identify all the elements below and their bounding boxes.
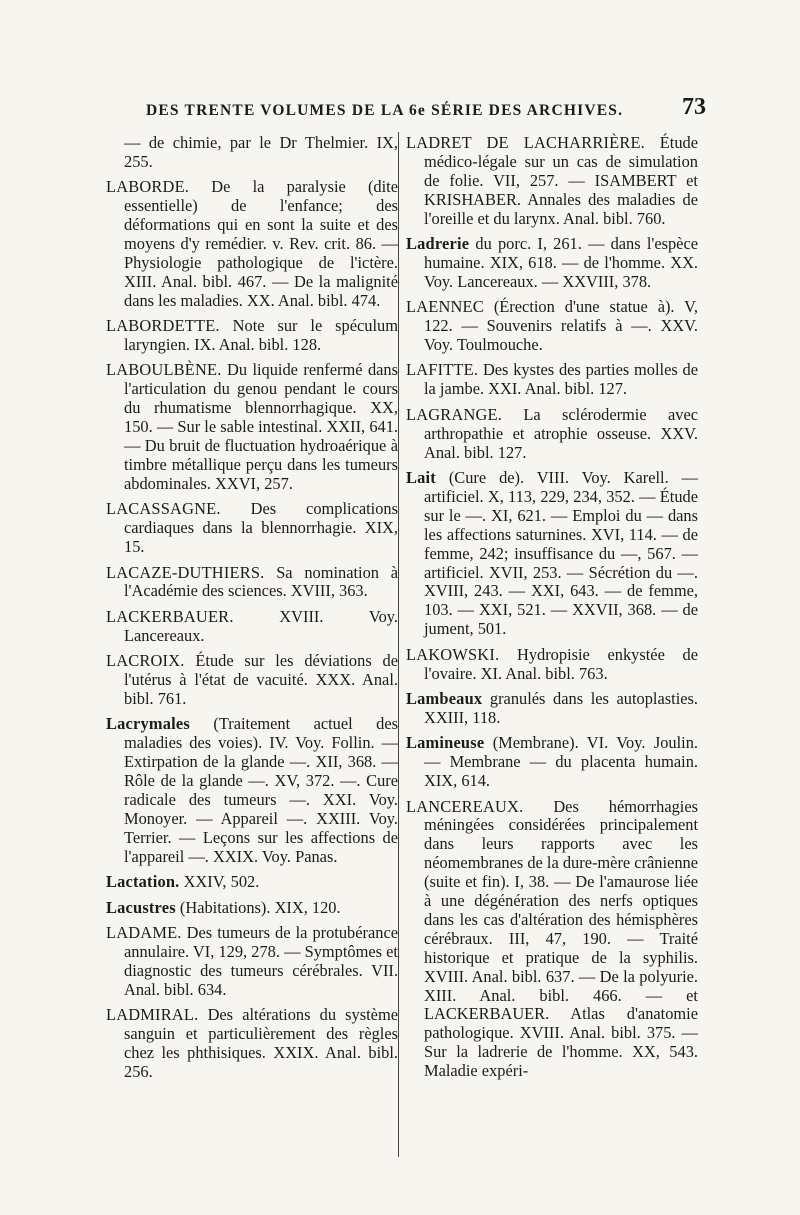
entry-headword: LADMIRAL.	[106, 1005, 199, 1025]
index-entry: — de chimie, par le Dr Thelmier. IX, 255.	[124, 133, 398, 171]
index-entry: Ladrerie du porc. I, 261. — dans l'espèce humaine. XIX, 618. — de l'homme. XX. Voy. Lancereaux. — XXVIII, 378.	[406, 234, 698, 291]
entry-headword: Lacustres	[106, 897, 176, 917]
index-entry: Lacustres (Habitations). XIX, 120.	[106, 897, 341, 917]
entry-headword: LACASSAGNE.	[106, 499, 221, 519]
index-entry: LABORDETTE. Note sur le spéculum laryngien. IX. Anal. bibl. 128.	[106, 316, 398, 355]
index-entry: LABOULBÈNE. Du liquide renfermé dans l'articulation du genou pendant le cours du rhumatisme blennorrhagique. XX, 150. — Sur le sable intestinal. XXII, 641. — Du bruit de fluctuation hydroaérique à timbre métallique perçu dans les tumeurs abdominales. XXVI, 257.	[106, 360, 398, 493]
index-entry: LADAME. Des tumeurs de la protubérance annulaire. VI, 129, 278. — Symptômes et diagnostic des tumeurs cérébrales. VII. Anal. bibl. 634.	[106, 922, 398, 999]
index-entry: Lactation. XXIV, 502.	[106, 872, 260, 892]
entry-headword: Lacrymales	[106, 714, 190, 734]
index-entry: LACASSAGNE. Des complications cardiaques dans la blennorrhagie. XIX, 15.	[106, 499, 398, 557]
entry-headword: LABORDE.	[106, 177, 190, 197]
index-entry: LAENNEC (Érection d'une statue à). V, 122. — Souvenirs relatifs à —. XXV. Voy. Toulmouche.	[406, 297, 698, 355]
index-entry: Lacrymales (Traitement actuel des maladies des voies). IV. Voy. Follin. — Extirpation de la glande —. XII, 368. — Rôle de la glande —. XV, 372. —. Cure radicale des tumeurs —. XXI. Voy. Monoyer. — Appareil —. XXIII. Voy. Terrier. — Leçons sur les affections de l'appareil —. XXIX. Voy. Panas.	[106, 714, 398, 866]
entry-headword: LAGRANGE.	[406, 404, 503, 424]
index-entry: LAKOWSKI. Hydropisie enkystée de l'ovaire. XI. Anal. bibl. 763.	[406, 644, 698, 683]
right-column	[406, 134, 698, 1088]
entry-headword: LANCEREAUX.	[406, 796, 524, 816]
index-entry: LADRET DE LACHARRIÈRE. Étude médico-légale sur un cas de simulation de folie. VII, 257. — ISAMBERT et KRISHABER. Annales des maladies de l'oreille et du larynx. Anal. bibl. 760.	[406, 133, 698, 228]
index-entry: Lambeaux granulés dans les autoplasties. XXIII, 118.	[406, 688, 698, 727]
entry-headword: Lactation.	[106, 872, 180, 892]
left-column	[106, 134, 398, 1088]
entry-headword: LACAZE-DUTHIERS.	[106, 562, 265, 582]
index-entry: LACKERBAUER. XVIII. Voy. Lancereaux.	[106, 606, 398, 645]
entry-headword: Ladrerie	[406, 234, 470, 254]
entry-headword: LACKERBAUER.	[106, 606, 234, 626]
index-entry: LAGRANGE. La sclérodermie avec arthropathie et atrophie osseuse. XXV. Anal. bibl. 127.	[406, 404, 698, 462]
page-number: 73	[682, 94, 706, 120]
entry-headword: LAENNEC	[406, 297, 484, 317]
entry-headword: Lait	[406, 468, 436, 487]
index-entry: LANCEREAUX. Des hémorrhagies méningées considérées principalement dans leurs rapports avec les néomembranes de la dure-mère crânienne (suite et fin). I, 38. — De l'amaurose liée à une dégénération des nerfs optiques dans les cas d'altération des hémisphères cérébraux. III, 47, 190. — Traité historique et pratique de la syphilis. XVIII. Anal. bibl. 637. — De la polyurie. XIII. Anal. bibl. 466. — et LACKERBAUER. Atlas d'anatomie pathologique. XVIII. Anal. bibl. 375. — Sur la ladrerie de l'homme. XX, 543. Maladie expéri-	[406, 796, 698, 1081]
page-header	[104, 96, 706, 132]
index-entry: LACAZE-DUTHIERS. Sa nomination à l'Académie des sciences. XVIII, 363.	[106, 562, 398, 601]
entry-headword: Lambeaux	[406, 688, 483, 708]
index-entry: Lamineuse (Membrane). VI. Voy. Joulin. — Membrane — du placenta humain. XIX, 614.	[406, 733, 698, 791]
index-entry: LAFITTE. Des kystes des parties molles de la jambe. XXI. Anal. bibl. 127.	[406, 360, 698, 399]
column-divider	[398, 132, 399, 1157]
entry-headword: LABORDETTE.	[106, 316, 220, 336]
entry-headword: LADRET DE LACHARRIÈRE.	[406, 133, 645, 152]
entry-headword: Lamineuse	[406, 733, 485, 753]
running-title: DES TRENTE VOLUMES DE LA 6e SÉRIE DES ARCHIVES.	[146, 102, 624, 119]
index-entry: LABORDE. De la paralysie (dite essentielle) de l'enfance; des déformations qui en sont la suite et des moyens d'y remédier. v. Rev. crit. 86. — Physiologie pathologique de l'ictère. XIII. Anal. bibl. 467. — De la malignité dans les maladies. XX. Anal. bibl. 474.	[106, 177, 398, 310]
index-entry: Lait (Cure de). VIII. Voy. Karell. — artificiel. X, 113, 229, 234, 352. — Étude sur le —. XI, 621. — Emploi du — dans les affections saturnines. XVI, 114. — de femme, 242; insuffisance du —, 567. — artificiel. XVII, 253. — Sécrétion du —. XVIII, 243. — XXI, 643. — de femme, 103. — XXI, 521. — XXVII, 368. — de jument, 501.	[406, 468, 698, 639]
entry-headword: LADAME.	[106, 922, 182, 942]
entry-headword: LACROIX.	[106, 651, 185, 671]
index-entry: LADMIRAL. Des altérations du système sanguin et particulièrement des règles chez les phthisiques. XXIX. Anal. bibl. 256.	[106, 1005, 398, 1081]
entry-headword: LAKOWSKI.	[406, 644, 500, 664]
entry-headword: LAFITTE.	[406, 360, 479, 380]
index-entry: LACROIX. Étude sur les déviations de l'utérus à l'état de vacuité. XXX. Anal. bibl. 761.	[106, 651, 398, 708]
entry-headword: LABOULBÈNE.	[106, 360, 222, 380]
